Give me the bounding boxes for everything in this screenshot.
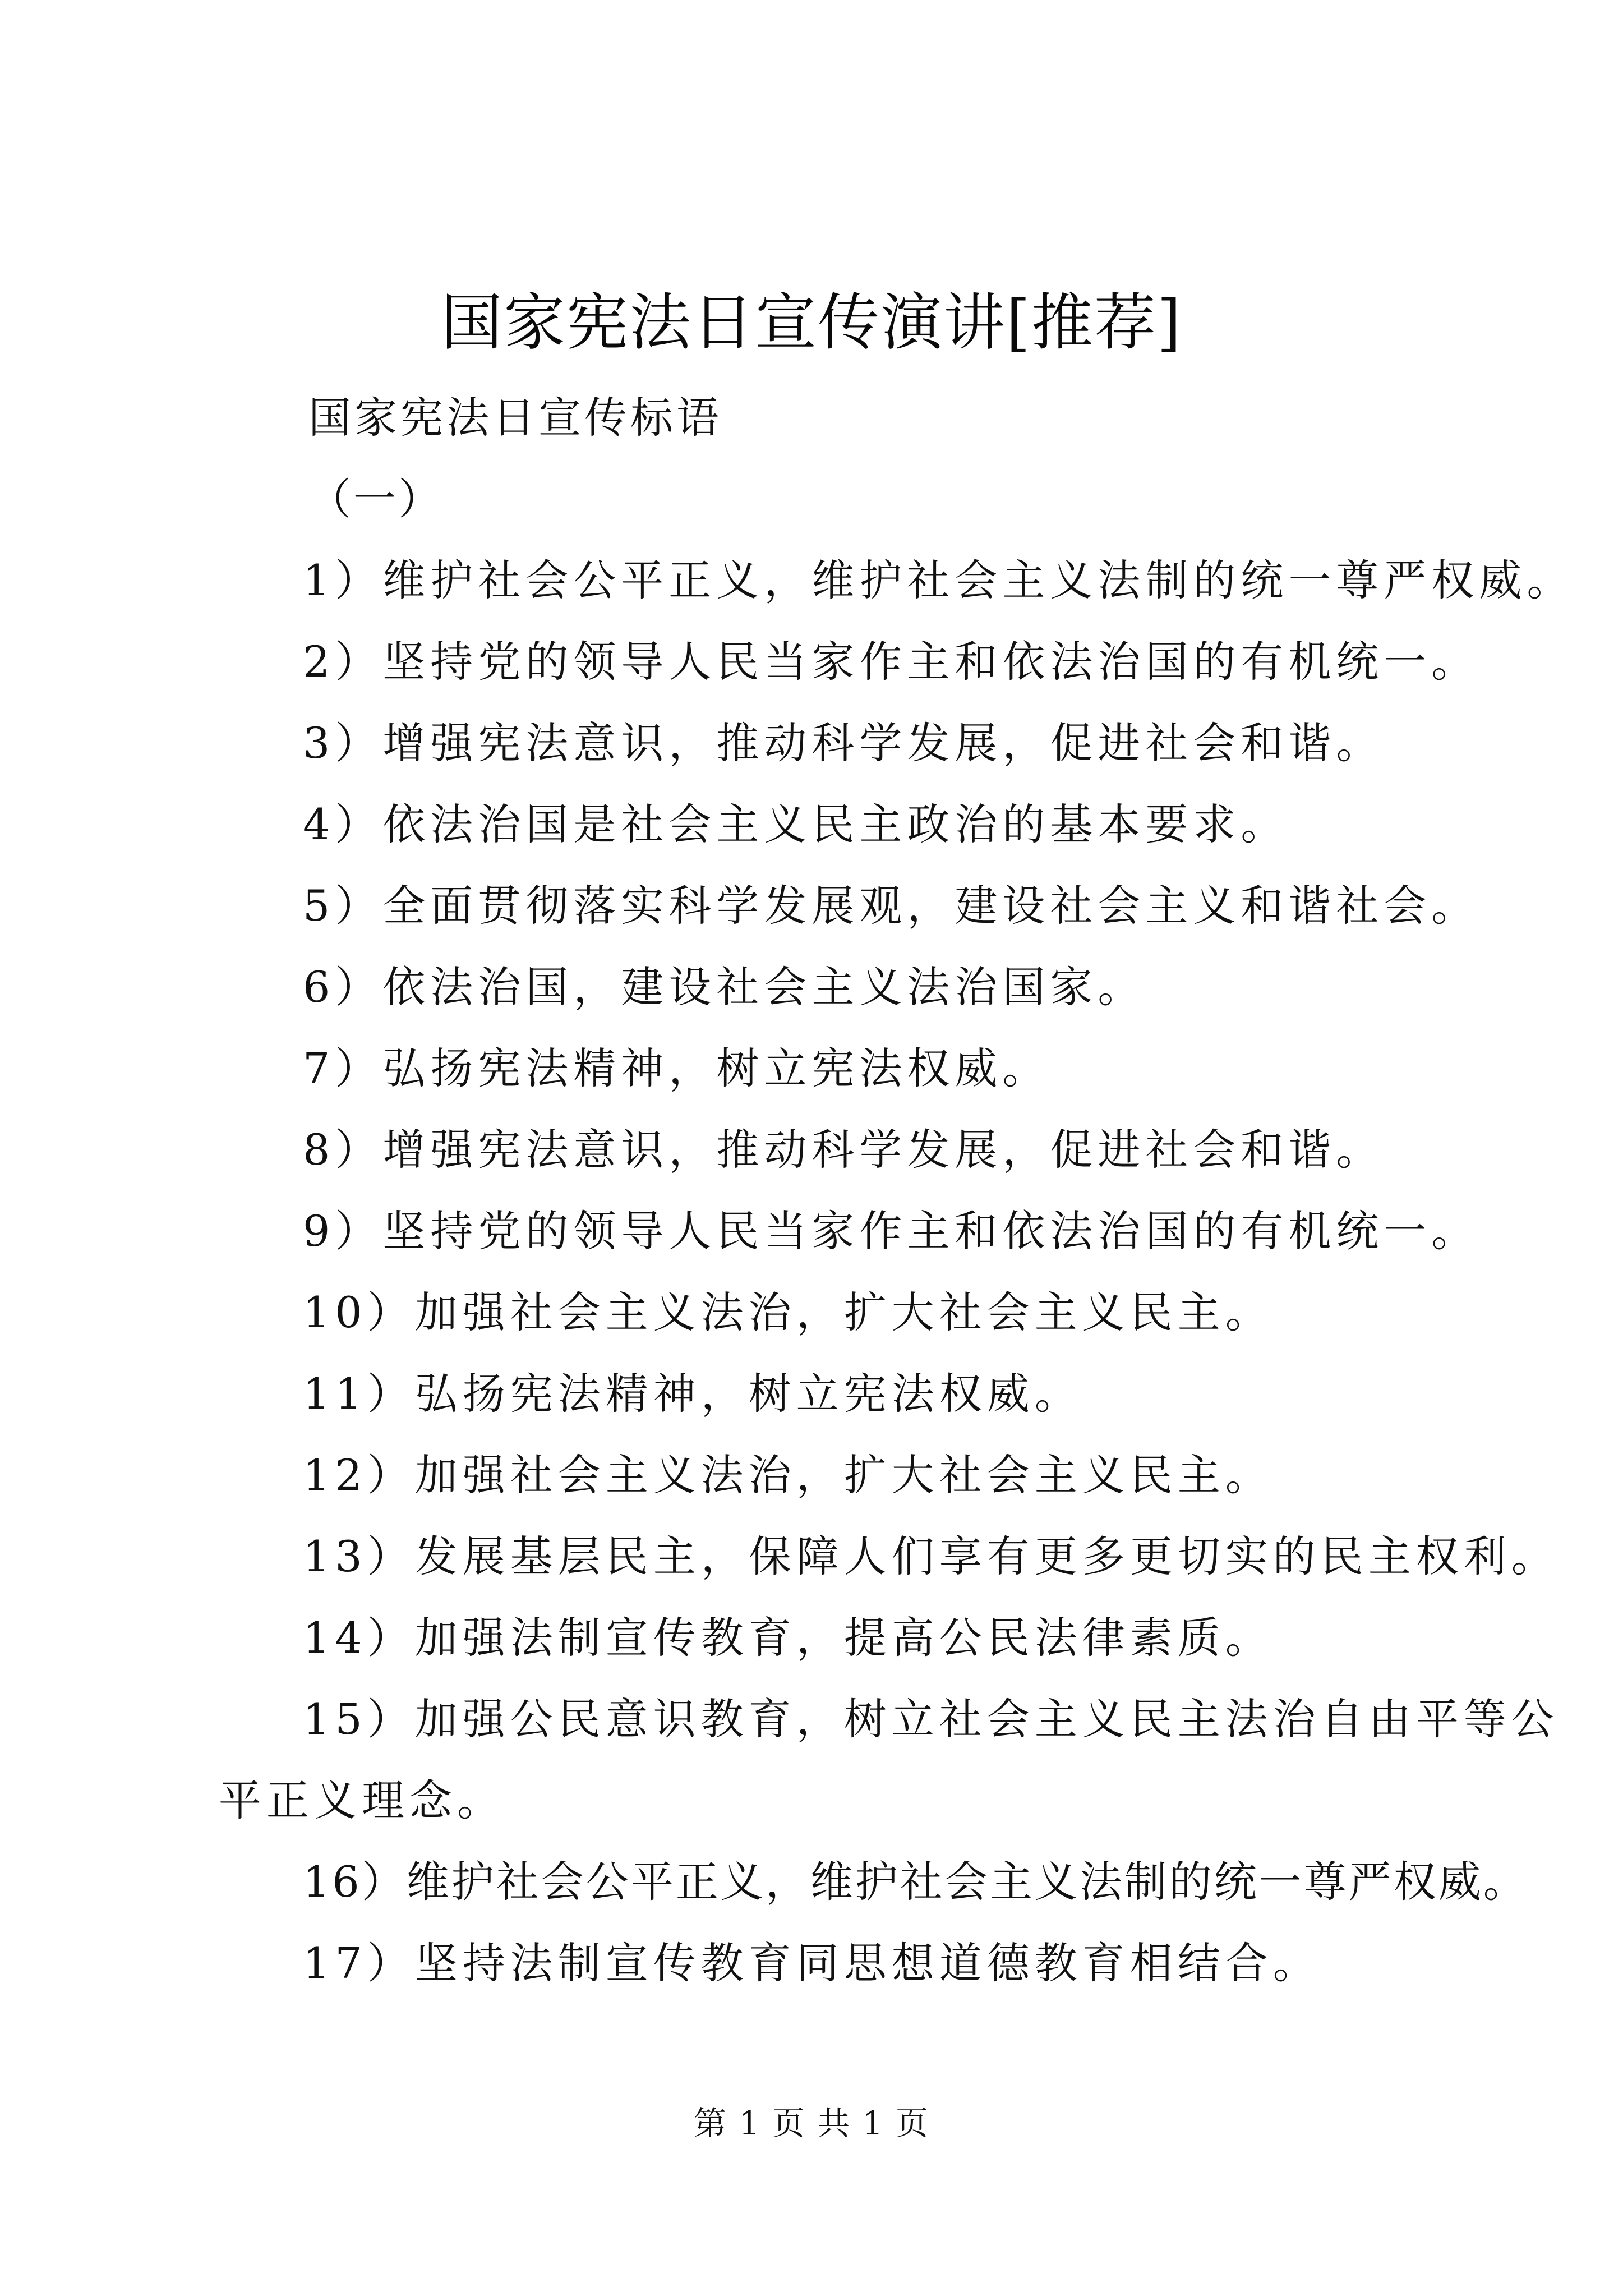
document-title: 国家宪法日宣传演讲[推荐] (441, 287, 1182, 358)
list-item: 4）依法治国是社会主义民主政治的基本要求。 (303, 799, 1289, 849)
list-item: 11）弘扬宪法精神，树立宪法权威。 (303, 1369, 1082, 1419)
section-label: （一） (308, 474, 443, 524)
list-item: 16）维护社会公平正义，维护社会主义法制的统一尊严权威。 (303, 1857, 1528, 1907)
page-footer: 第 1 页 共 1 页 (694, 2104, 929, 2142)
list-item: 14）加强法制宣传教育，提高公民法律素质。 (303, 1613, 1273, 1663)
list-item: 5）全面贯彻落实科学发展观，建设社会主义和谐社会。 (303, 881, 1479, 931)
list-item: 17）坚持法制宣传教育同思想道德教育相结合。 (303, 1938, 1321, 1988)
list-item: 15）加强公民意识教育，树立社会主义民主法治自由平等公 (303, 1694, 1559, 1744)
list-item: 10）加强社会主义法治，扩大社会主义民主。 (303, 1287, 1273, 1337)
list-item: 2）坚持党的领导人民当家作主和依法治国的有机统一。 (303, 637, 1479, 687)
subtitle: 国家宪法日宣传标语 (308, 393, 722, 443)
list-item: 3）增强宪法意识，推动科学发展，促进社会和谐。 (303, 718, 1384, 768)
list-item: 1）维护社会公平正义，维护社会主义法制的统一尊严权威。 (303, 555, 1575, 605)
list-item: 7）弘扬宪法精神，树立宪法权威。 (303, 1043, 1050, 1093)
list-item-continuation: 平正义理念。 (219, 1775, 505, 1825)
list-item: 12）加强社会主义法治，扩大社会主义民主。 (303, 1450, 1273, 1500)
list-item: 6）依法治国，建设社会主义法治国家。 (303, 962, 1146, 1012)
list-item: 13）发展基层民主，保障人们享有更多更切实的民主权利。 (303, 1531, 1559, 1581)
list-item: 8）增强宪法意识，推动科学发展，促进社会和谐。 (303, 1125, 1384, 1175)
list-item: 9）坚持党的领导人民当家作主和依法治国的有机统一。 (303, 1206, 1479, 1256)
